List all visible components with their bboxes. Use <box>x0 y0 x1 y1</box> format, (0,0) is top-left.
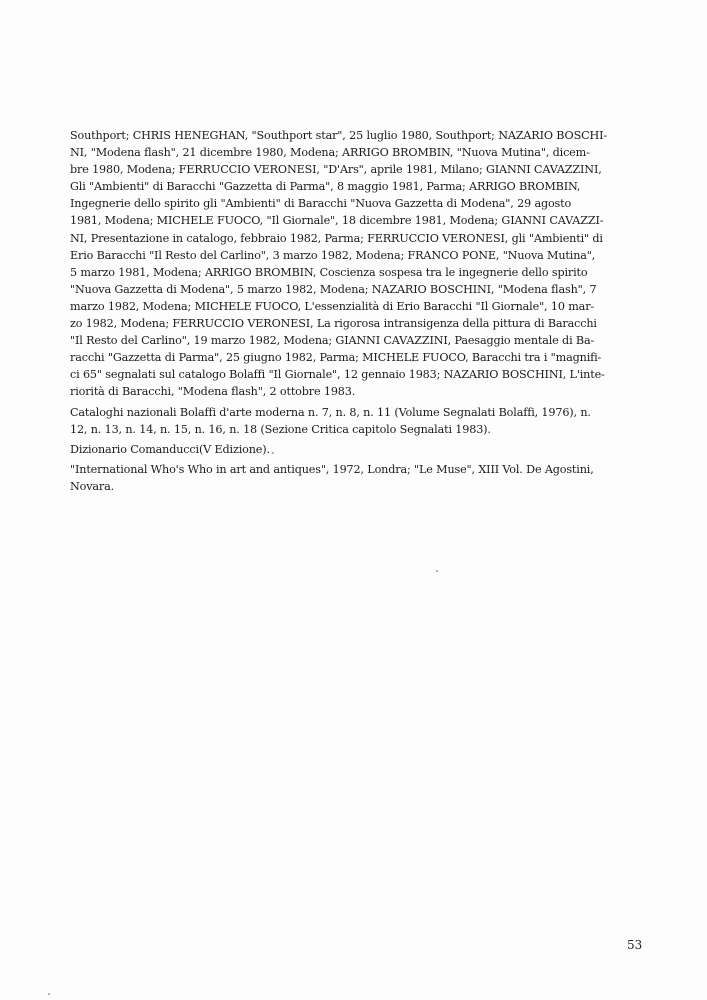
text-line: Cataloghi nazionali Bolaffi d'arte moderna n. 7, n. 8, n. 11 (Volume Segnalati Bolaffi, 1976), n. <box>70 405 591 419</box>
text-line: ci 65" segnalati sul catalogo Bolaffi "Il Giornale", 12 gennaio 1983; NAZARIO BOSCHINI, L'inte- <box>70 368 605 382</box>
text-line: 1981, Modena; MICHELE FUOCO, "Il Giornale", 18 dicembre 1981, Modena; GIANNI CAVAZZI- <box>70 214 604 228</box>
press-paragraph <box>70 127 608 401</box>
text-line: Dizionario Comanducci(V Edizione). <box>70 442 270 456</box>
international-paragraph <box>70 461 594 495</box>
text-line: bre 1980, Modena; FERRUCCIO VERONESI, "D'Ars", aprile 1981, Milano; GIANNI CAVAZZINI, <box>70 163 602 177</box>
text-line: Southport; CHRIS HENEGHAN, "Southport star", 25 luglio 1980, Southport; NAZARIO BOSCHI- <box>70 129 608 142</box>
text-line: 12, n. 13, n. 14, n. 15, n. 16, n. 18 (Sezione Critica capitolo Segnalati 1983). <box>70 422 491 436</box>
text-line: "Nuova Gazzetta di Modena", 5 marzo 1982, Modena; NAZARIO BOSCHINI, "Modena flash", 7 <box>70 282 597 296</box>
text-line: racchi "Gazzetta di Parma", 25 giugno 1982, Parma; MICHELE FUOCO, Baracchi tra i "magnifi- <box>70 351 602 365</box>
text-line: NI, "Modena flash", 21 dicembre 1980, Modena; ARRIGO BROMBIN, "Nuova Mutina", dicem- <box>70 146 590 160</box>
text-line: Gli "Ambienti" di Baracchi "Gazzetta di Parma", 8 maggio 1981, Parma; ARRIGO BROMBIN, <box>70 180 581 194</box>
text-line: "Il Resto del Carlino", 19 marzo 1982, Modena; GIANNI CAVAZZINI, Paesaggio mentale di Ba- <box>70 334 595 348</box>
page-number: 53 <box>627 938 643 952</box>
text-line: zo 1982, Modena; FERRUCCIO VERONESI, La rigorosa intransigenza della pittura di Baracchi <box>70 317 597 331</box>
text-line: marzo 1982, Modena; MICHELE FUOCO, L'essenzialità di Erio Baracchi "Il Giornale", 10 mar- <box>70 299 595 313</box>
dictionary-paragraph <box>70 441 570 458</box>
scan-speck <box>48 993 50 995</box>
text-line: riorità di Baracchi, "Modena flash", 2 ottobre 1983. <box>70 385 356 399</box>
text-line: "International Who's Who in art and antiques", 1972, Londra; "Le Muse", XIII Vol. De Agostini, <box>70 462 594 476</box>
catalogs-paragraph <box>70 404 591 438</box>
text-line: NI, Presentazione in catalogo, febbraio 1982, Parma; FERRUCCIO VERONESI, gli "Ambienti" di <box>70 231 603 245</box>
text-line: Novara. <box>70 479 115 493</box>
bibliography-text <box>70 127 608 495</box>
text-line: 5 marzo 1981, Modena; ARRIGO BROMBIN, Coscienza sospesa tra le ingegnerie dello spirito <box>70 265 588 279</box>
scan-speck <box>272 452 274 454</box>
scan-speck <box>436 570 438 572</box>
text-line: Erio Baracchi "Il Resto del Carlino", 3 marzo 1982, Modena; FRANCO PONE, "Nuova Mutina", <box>70 248 596 262</box>
text-line: Ingegnerie dello spirito gli "Ambienti" di Baracchi "Nuova Gazzetta di Modena", 29 agosto <box>70 197 572 211</box>
